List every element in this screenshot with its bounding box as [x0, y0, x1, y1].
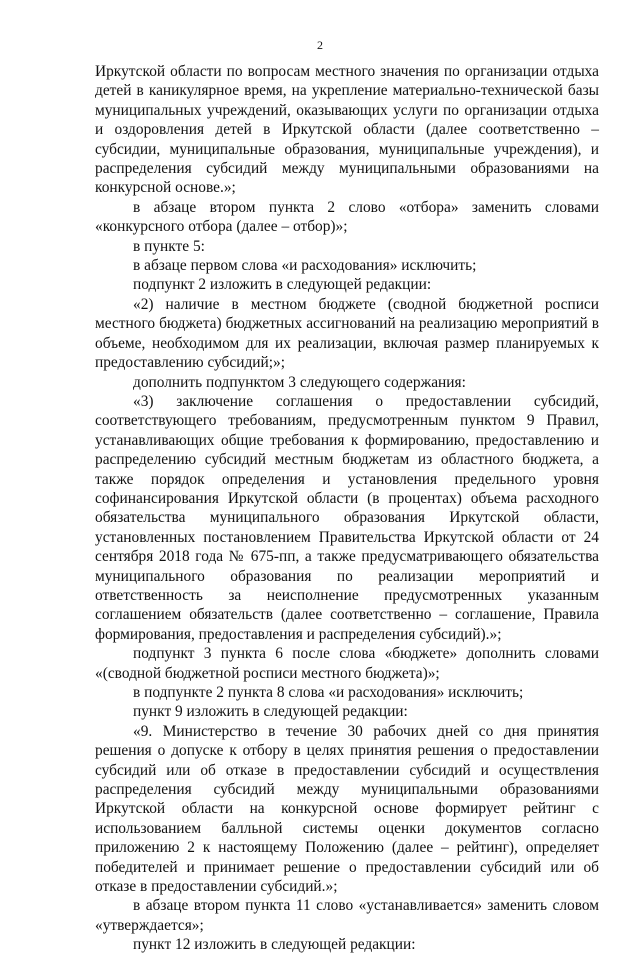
paragraph-1: в абзаце втором пункта 2 слово «отбора» заменить словами «конкурсного отбора (далее – отбор)»;: [95, 198, 599, 236]
paragraph-12: в абзаце втором пункта 11 слово «устанавливается» заменить словом «утверждается»;: [95, 897, 599, 934]
paragraph-4: подпункт 2 изложить в следующей редакции:: [133, 276, 432, 294]
paragraph-13: пункт 12 изложить в следующей редакции:: [133, 936, 416, 954]
paragraph-3: в абзаце первом слова «и расходования» исключить;: [133, 257, 477, 275]
document-body: [95, 62, 599, 955]
paragraph-5: «2) наличие в местном бюджете (сводной бюджетной росписи местного бюджета) бюджетных ассигнований на реализацию мероприятий в объеме, необходимом для их реализации, включая размер планируемых к предоставлению субсидий;»;: [95, 295, 599, 372]
paragraph-6: дополнить подпунктом 3 следующего содержания:: [133, 373, 466, 391]
paragraph-7: «3) заключение соглашения о предоставлении субсидий, соответствующего требованиям, предусмотренным пунктом 9 Правил, устанавливающих общие требования к формированию, предоставлению и распределению субсидий местным бюджетам из областного бюджета, а также порядок определения и установления предельного уровня софинансирования Иркутской области (в процентах) объема расходного обязательства муниципального образования Иркутской области, установленных постановлением Правительства Иркутской области от 24 сентября 2018 года № 675-пп, а также предусматривающего обязательства муниципального образования по реализации мероприятий и ответственность за неисполнение предусмотренных указанным соглашением обязательств (далее соответственно – соглашение, Правила формирования, предоставления и распределения субсидий).»;: [95, 392, 599, 643]
paragraph-10: пункт 9 изложить в следующей редакции:: [133, 703, 408, 721]
paragraph-8: подпункт 3 пункта 6 после слова «бюджете» дополнить словами «(сводной бюджетной росписи местного бюджета)»;: [95, 645, 599, 682]
paragraph-11: «9. Министерство в течение 30 рабочих дней со дня принятия решения о допуске к отбору в целях принятия решения о предоставлении субсидий или об отказе в предоставлении субсидий и осуществления распределения субсидий между муниципальными образованиями Иркутской области на конкурсной основе формирует рейтинг с использованием балльной системы оценки документов согласно приложению 2 к настоящему Положению (далее – рейтинг), определяет победителей и принимает решение о предоставлении субсидий или об отказе в предоставлении субсидий.»;: [95, 722, 599, 896]
page-number: 2: [317, 38, 323, 52]
paragraph-0: Иркутской области по вопросам местного значения по организации отдыха детей в каникулярное время, на укрепление материально-технической базы муниципальных учреждений, оказывающих услуги по организации отдыха и оздоровления детей в Иркутской области (далее соответственно – субсидии, муниципальные образования, муниципальные учреждения), и распределения субсидий между муниципальными образованиями на конкурсной основе.»;: [95, 63, 599, 197]
paragraph-9: в подпункте 2 пункта 8 слова «и расходования» исключить;: [133, 684, 524, 701]
paragraph-2: в пункте 5:: [133, 237, 205, 255]
